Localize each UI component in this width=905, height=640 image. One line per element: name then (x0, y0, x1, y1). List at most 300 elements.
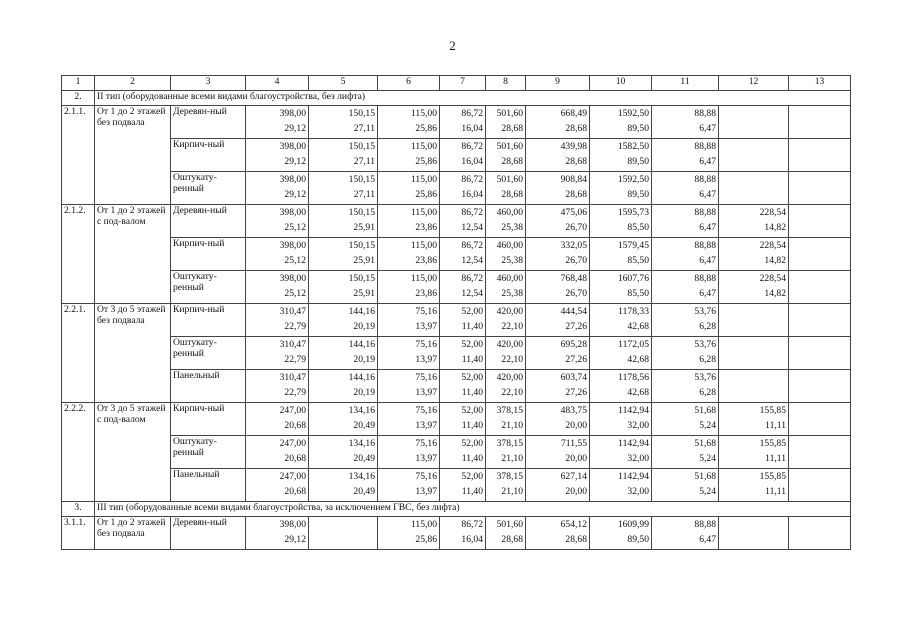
value-top (791, 370, 848, 387)
value-cell (440, 172, 486, 205)
value-top: 88,88 (694, 141, 716, 152)
value-top: 88,88 (694, 207, 716, 218)
value-bottom: 42,68 (627, 354, 649, 365)
value-top (791, 205, 848, 222)
value-cell (378, 238, 440, 271)
value-cell (440, 436, 486, 469)
value-cell (378, 172, 440, 205)
value-top: 1592,50 (617, 108, 649, 119)
value-cell (246, 304, 309, 337)
column-header: 10 (590, 76, 652, 91)
value-cell (246, 403, 309, 436)
value-cell (719, 337, 789, 370)
value-bottom: 25,86 (415, 534, 437, 545)
value-bottom: 27,26 (565, 387, 587, 398)
value-cell (789, 517, 851, 550)
value-top: 460,00 (496, 207, 523, 218)
value-top: 75,16 (415, 438, 437, 449)
value-bottom: 29,12 (284, 156, 306, 167)
value-top: 86,72 (461, 174, 483, 185)
value-top: 398,00 (279, 240, 306, 251)
value-bottom: 5,24 (699, 486, 716, 497)
value-bottom: 13,97 (415, 387, 437, 398)
group-description: От 1 до 2 этажей без подвала (95, 517, 171, 550)
value-cell (309, 403, 378, 436)
value-cell (789, 205, 851, 238)
value-top (721, 337, 786, 354)
material-cell: Кирпич-ный (171, 238, 246, 271)
value-cell (652, 370, 719, 403)
value-cell (719, 517, 789, 550)
value-cell (246, 436, 309, 469)
value-cell (246, 205, 309, 238)
value-bottom: 28,68 (501, 156, 523, 167)
value-cell (590, 517, 652, 550)
value-bottom: 23,86 (415, 255, 437, 266)
value-bottom: 11,40 (461, 354, 483, 365)
value-cell (526, 370, 590, 403)
value-cell (378, 436, 440, 469)
value-bottom: 29,12 (284, 189, 306, 200)
section-title: II тип (оборудованные всеми видами благоустройства, без лифта) (95, 91, 851, 106)
table-row (62, 337, 851, 370)
value-cell (526, 271, 590, 304)
value-bottom: 5,24 (699, 420, 716, 431)
value-top: 501,60 (496, 174, 523, 185)
value-cell (486, 106, 526, 139)
value-top: 150,15 (348, 108, 375, 119)
value-cell (440, 238, 486, 271)
value-top: 51,68 (694, 471, 716, 482)
value-top: 247,00 (279, 405, 306, 416)
value-top: 654,12 (560, 519, 587, 530)
value-bottom (791, 222, 848, 235)
material-cell: Деревян-ный (171, 517, 246, 550)
value-cell (486, 403, 526, 436)
value-bottom (791, 321, 848, 334)
value-cell (440, 271, 486, 304)
value-bottom: 6,47 (699, 222, 716, 233)
value-cell (789, 271, 851, 304)
value-bottom: 25,86 (415, 123, 437, 134)
value-top (721, 172, 786, 189)
value-bottom (791, 156, 848, 169)
value-cell (789, 304, 851, 337)
value-top (311, 517, 375, 534)
value-cell (590, 370, 652, 403)
group-code: 2.1.2. (62, 205, 95, 304)
value-cell (246, 469, 309, 502)
value-bottom: 11,40 (461, 321, 483, 332)
value-bottom (791, 288, 848, 301)
value-bottom: 22,10 (501, 387, 523, 398)
value-top (721, 370, 786, 387)
value-top: 155,85 (759, 405, 786, 416)
value-top: 501,60 (496, 519, 523, 530)
value-cell (789, 370, 851, 403)
value-bottom: 13,97 (415, 486, 437, 497)
value-cell (440, 304, 486, 337)
value-cell (789, 139, 851, 172)
value-cell (526, 205, 590, 238)
value-top: 1579,45 (617, 240, 649, 251)
value-top: 53,76 (694, 339, 716, 350)
value-top: 115,00 (410, 141, 437, 152)
value-top: 75,16 (415, 306, 437, 317)
value-top: 1178,56 (618, 372, 649, 383)
value-top: 310,47 (279, 372, 306, 383)
value-cell (652, 436, 719, 469)
group-code: 2.2.1. (62, 304, 95, 403)
value-top: 1142,94 (618, 471, 649, 482)
value-top (791, 517, 848, 534)
value-cell (526, 238, 590, 271)
group-description: От 1 до 2 этажей с под-валом (95, 205, 171, 304)
value-top: 332,05 (560, 240, 587, 251)
value-cell (526, 469, 590, 502)
value-top: 115,00 (410, 240, 437, 251)
value-bottom: 20,19 (353, 387, 375, 398)
material-cell: Панельный (171, 370, 246, 403)
group-code: 3.1.1. (62, 517, 95, 550)
value-bottom: 89,50 (627, 156, 649, 167)
value-cell (526, 517, 590, 550)
value-cell (526, 172, 590, 205)
value-top: 75,16 (415, 471, 437, 482)
value-top: 88,88 (694, 273, 716, 284)
value-bottom: 42,68 (627, 387, 649, 398)
value-cell (526, 403, 590, 436)
value-cell (590, 238, 652, 271)
value-top: 398,00 (279, 141, 306, 152)
value-bottom: 20,49 (353, 486, 375, 497)
value-top: 908,84 (560, 174, 587, 185)
value-cell (440, 337, 486, 370)
value-cell (526, 337, 590, 370)
value-top: 150,15 (348, 273, 375, 284)
value-cell (378, 139, 440, 172)
column-header: 12 (719, 76, 789, 91)
value-top: 460,00 (496, 273, 523, 284)
value-cell (719, 436, 789, 469)
value-bottom: 85,50 (627, 288, 649, 299)
value-bottom: 32,00 (627, 486, 649, 497)
value-cell (652, 271, 719, 304)
value-cell (590, 172, 652, 205)
value-bottom: 12,54 (461, 288, 483, 299)
value-bottom: 27,26 (565, 321, 587, 332)
value-top: 444,54 (560, 306, 587, 317)
column-header: 9 (526, 76, 590, 91)
value-bottom: 89,50 (627, 534, 649, 545)
value-top: 115,00 (410, 273, 437, 284)
value-bottom: 25,91 (353, 222, 375, 233)
value-cell (652, 172, 719, 205)
value-bottom: 22,79 (284, 354, 306, 365)
value-top: 695,28 (560, 339, 587, 350)
value-bottom: 28,68 (565, 534, 587, 545)
value-bottom: 28,68 (501, 189, 523, 200)
value-bottom (791, 354, 848, 367)
value-cell (309, 139, 378, 172)
value-top: 501,60 (496, 141, 523, 152)
value-bottom: 20,00 (565, 453, 587, 464)
value-cell (378, 403, 440, 436)
value-top: 310,47 (279, 339, 306, 350)
value-bottom: 27,11 (353, 189, 375, 200)
value-bottom: 21,10 (501, 453, 523, 464)
value-bottom (791, 420, 848, 433)
value-bottom: 21,10 (501, 486, 523, 497)
value-cell (309, 436, 378, 469)
value-top: 247,00 (279, 438, 306, 449)
value-cell (590, 304, 652, 337)
value-cell (719, 370, 789, 403)
value-cell (652, 517, 719, 550)
value-bottom: 20,68 (284, 453, 306, 464)
value-bottom (721, 534, 786, 547)
value-top: 86,72 (461, 273, 483, 284)
value-bottom: 23,86 (415, 288, 437, 299)
value-cell (789, 172, 851, 205)
material-cell: Панельный (171, 469, 246, 502)
value-bottom: 22,10 (501, 354, 523, 365)
value-cell (309, 205, 378, 238)
value-bottom: 20,68 (284, 486, 306, 497)
value-cell (309, 172, 378, 205)
value-top: 134,16 (348, 438, 375, 449)
value-cell (590, 337, 652, 370)
value-top: 150,15 (348, 141, 375, 152)
value-bottom: 6,47 (699, 534, 716, 545)
value-bottom: 21,10 (501, 420, 523, 431)
material-cell: Кирпич-ный (171, 403, 246, 436)
value-top: 75,16 (415, 405, 437, 416)
value-top: 668,49 (560, 108, 587, 119)
value-top: 378,15 (496, 438, 523, 449)
value-bottom: 20,68 (284, 420, 306, 431)
value-bottom: 27,11 (353, 156, 375, 167)
column-header: 1 (62, 76, 95, 91)
value-top: 1595,73 (617, 207, 649, 218)
value-bottom: 89,50 (627, 123, 649, 134)
value-top: 398,00 (279, 207, 306, 218)
value-cell (486, 469, 526, 502)
value-cell (590, 436, 652, 469)
value-top: 475,06 (560, 207, 587, 218)
column-header: 5 (309, 76, 378, 91)
value-top: 144,16 (348, 372, 375, 383)
value-bottom: 25,91 (353, 255, 375, 266)
value-top: 134,16 (348, 471, 375, 482)
value-cell (486, 304, 526, 337)
value-bottom: 16,04 (461, 123, 483, 134)
value-cell (486, 139, 526, 172)
table-row (62, 271, 851, 304)
value-top (721, 304, 786, 321)
value-cell (590, 271, 652, 304)
value-cell (486, 205, 526, 238)
value-top: 420,00 (496, 372, 523, 383)
material-cell: Деревян-ный (171, 106, 246, 139)
value-top: 228,54 (759, 207, 786, 218)
value-top: 144,16 (348, 306, 375, 317)
value-top (721, 139, 786, 156)
value-cell (590, 205, 652, 238)
value-cell (719, 403, 789, 436)
column-header: 3 (171, 76, 246, 91)
value-bottom (721, 123, 786, 136)
value-top: 115,00 (410, 174, 437, 185)
value-bottom: 28,68 (501, 123, 523, 134)
value-bottom: 11,11 (765, 453, 786, 464)
value-bottom: 42,68 (627, 321, 649, 332)
value-top: 150,15 (348, 240, 375, 251)
value-top: 228,54 (759, 273, 786, 284)
value-top: 86,72 (461, 207, 483, 218)
value-cell (789, 469, 851, 502)
value-top: 52,00 (461, 306, 483, 317)
value-cell (378, 205, 440, 238)
value-cell (719, 139, 789, 172)
column-header: 11 (652, 76, 719, 91)
value-bottom: 11,40 (461, 420, 483, 431)
value-cell (590, 106, 652, 139)
value-top: 155,85 (759, 471, 786, 482)
value-cell (486, 517, 526, 550)
value-top: 144,16 (348, 339, 375, 350)
value-top (791, 469, 848, 486)
value-cell (526, 436, 590, 469)
value-cell (652, 106, 719, 139)
value-top: 1609,99 (617, 519, 649, 530)
value-top: 420,00 (496, 306, 523, 317)
value-cell (378, 271, 440, 304)
value-cell (309, 271, 378, 304)
value-top (791, 139, 848, 156)
value-bottom: 20,00 (565, 486, 587, 497)
value-bottom: 32,00 (627, 420, 649, 431)
value-top: 398,00 (279, 273, 306, 284)
value-top (791, 403, 848, 420)
value-cell (652, 238, 719, 271)
value-top: 398,00 (279, 108, 306, 119)
value-bottom: 27,26 (565, 354, 587, 365)
value-bottom: 22,79 (284, 321, 306, 332)
table-row (62, 436, 851, 469)
value-top: 52,00 (461, 339, 483, 350)
material-cell: Деревян-ный (171, 205, 246, 238)
value-cell (719, 172, 789, 205)
table-row (62, 517, 851, 550)
value-cell (486, 337, 526, 370)
value-top: 501,60 (496, 108, 523, 119)
group-code: 2.2.2. (62, 403, 95, 502)
value-bottom: 29,12 (284, 534, 306, 545)
column-header: 13 (789, 76, 851, 91)
value-cell (309, 370, 378, 403)
value-bottom: 28,68 (501, 534, 523, 545)
value-cell (440, 469, 486, 502)
value-cell (246, 238, 309, 271)
value-bottom: 16,04 (461, 189, 483, 200)
value-bottom: 14,82 (764, 222, 786, 233)
value-cell (246, 337, 309, 370)
value-bottom (721, 354, 786, 367)
page-number: 2 (449, 38, 456, 53)
value-top (791, 271, 848, 288)
value-top: 483,75 (560, 405, 587, 416)
group-code: 2.1.1. (62, 106, 95, 205)
value-cell (246, 370, 309, 403)
value-cell (309, 517, 378, 550)
value-top: 150,15 (348, 207, 375, 218)
value-top (721, 517, 786, 534)
value-bottom: 12,54 (461, 222, 483, 233)
table-row (62, 205, 851, 238)
value-cell (789, 106, 851, 139)
table-row (62, 172, 851, 205)
value-bottom: 6,28 (699, 387, 716, 398)
value-top: 1172,05 (618, 339, 649, 350)
value-top: 51,68 (694, 438, 716, 449)
value-top (791, 304, 848, 321)
value-cell (719, 304, 789, 337)
value-cell (652, 205, 719, 238)
value-cell (246, 139, 309, 172)
value-cell (789, 436, 851, 469)
value-top: 460,00 (496, 240, 523, 251)
value-cell (486, 436, 526, 469)
value-top: 603,74 (560, 372, 587, 383)
column-header: 7 (440, 76, 486, 91)
value-cell (486, 370, 526, 403)
value-cell (440, 403, 486, 436)
table-row (62, 370, 851, 403)
value-bottom (721, 387, 786, 400)
value-top: 378,15 (496, 405, 523, 416)
material-cell: Кирпич-ный (171, 304, 246, 337)
value-bottom: 27,11 (353, 123, 375, 134)
value-cell (378, 337, 440, 370)
value-cell (652, 337, 719, 370)
value-bottom: 26,70 (565, 222, 587, 233)
value-cell (486, 271, 526, 304)
value-bottom: 11,11 (765, 486, 786, 497)
value-bottom: 25,12 (284, 288, 306, 299)
value-bottom: 11,40 (461, 486, 483, 497)
value-cell (440, 106, 486, 139)
material-cell: Оштукату-ренный (171, 337, 246, 370)
value-top (791, 172, 848, 189)
value-top: 88,88 (694, 519, 716, 530)
value-top: 420,00 (496, 339, 523, 350)
value-bottom (791, 534, 848, 547)
value-bottom: 6,47 (699, 123, 716, 134)
value-cell (309, 106, 378, 139)
value-bottom (791, 486, 848, 499)
value-cell (246, 517, 309, 550)
value-cell (719, 271, 789, 304)
value-bottom: 5,24 (699, 453, 716, 464)
value-bottom: 16,04 (461, 534, 483, 545)
value-cell (378, 106, 440, 139)
value-cell (378, 370, 440, 403)
header-row (62, 76, 851, 91)
value-top: 768,48 (560, 273, 587, 284)
value-top: 1592,50 (617, 174, 649, 185)
section-row (62, 91, 851, 106)
